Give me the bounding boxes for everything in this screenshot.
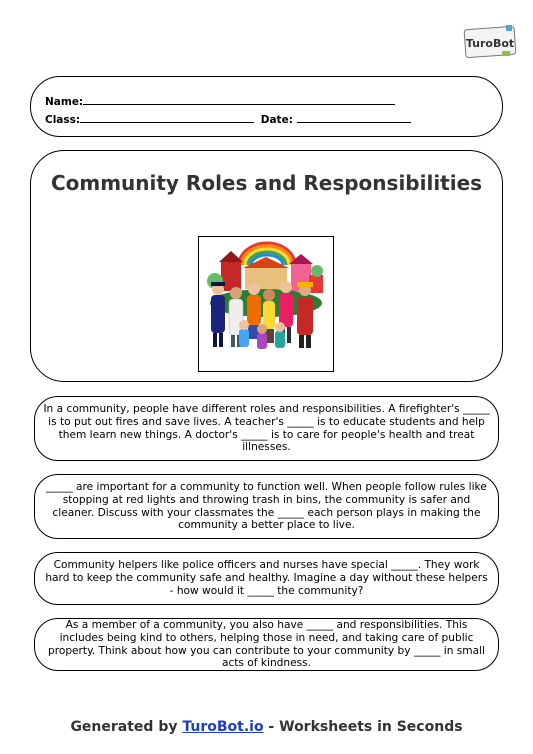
- worksheet-title: Community Roles and Responsibilities: [50, 171, 483, 195]
- paragraph-text-1: In a community, people have different roles and responsibilities. A firefighter's _____ is to put out fires and save lives. A teacher's _____ is to educate students and help them learn new things. A doctor's _____ is to care for people's health and treat illnesses.: [43, 403, 490, 454]
- student-info-box: [30, 76, 503, 137]
- title-box: [30, 150, 503, 382]
- paragraph-box-3: [34, 552, 499, 605]
- turobot-link[interactable]: TuroBot.io: [182, 719, 264, 735]
- footer-suffix: - Worksheets in Seconds: [263, 719, 463, 735]
- paragraph-text-4: As a member of a community, you also have _____ and responsibilities. This includes being kind to others, helping those in need, and taking care of public property. Think about how you can contribute to your community by _____ in small acts of kindness.: [47, 619, 485, 670]
- date-label: Date:: [260, 114, 293, 126]
- paragraph-box-2: [34, 474, 499, 539]
- logo-text: TuroBot: [465, 37, 515, 50]
- paragraph-text-2: _____ are important for a community to function well. When people follow rules like stopping at red lights and throwing trash in bins, the community is safer and cleaner. Discuss with your classmates the _____ each person plays in making the community a better place to live.: [46, 481, 487, 532]
- footer-prefix: Generated by: [70, 719, 183, 735]
- date-field[interactable]: [297, 112, 411, 123]
- name-row: [45, 94, 395, 108]
- paragraph-text-3: Community helpers like police officers and nurses have special _____. They work hard to keep the community safe and healthy. Imagine a day without these helpers - how would it _____ the community?: [45, 559, 488, 597]
- class-label: Class:: [45, 114, 81, 126]
- class-field[interactable]: [80, 112, 254, 123]
- class-date-row: [45, 112, 411, 126]
- community-helpers-illustration: [198, 236, 334, 372]
- turobot-logo: [462, 24, 518, 60]
- name-label: Name:: [45, 96, 84, 108]
- name-field[interactable]: [83, 94, 395, 105]
- paragraph-box-1: [34, 396, 499, 461]
- footer: [0, 719, 533, 735]
- paragraph-box-4: [34, 618, 499, 671]
